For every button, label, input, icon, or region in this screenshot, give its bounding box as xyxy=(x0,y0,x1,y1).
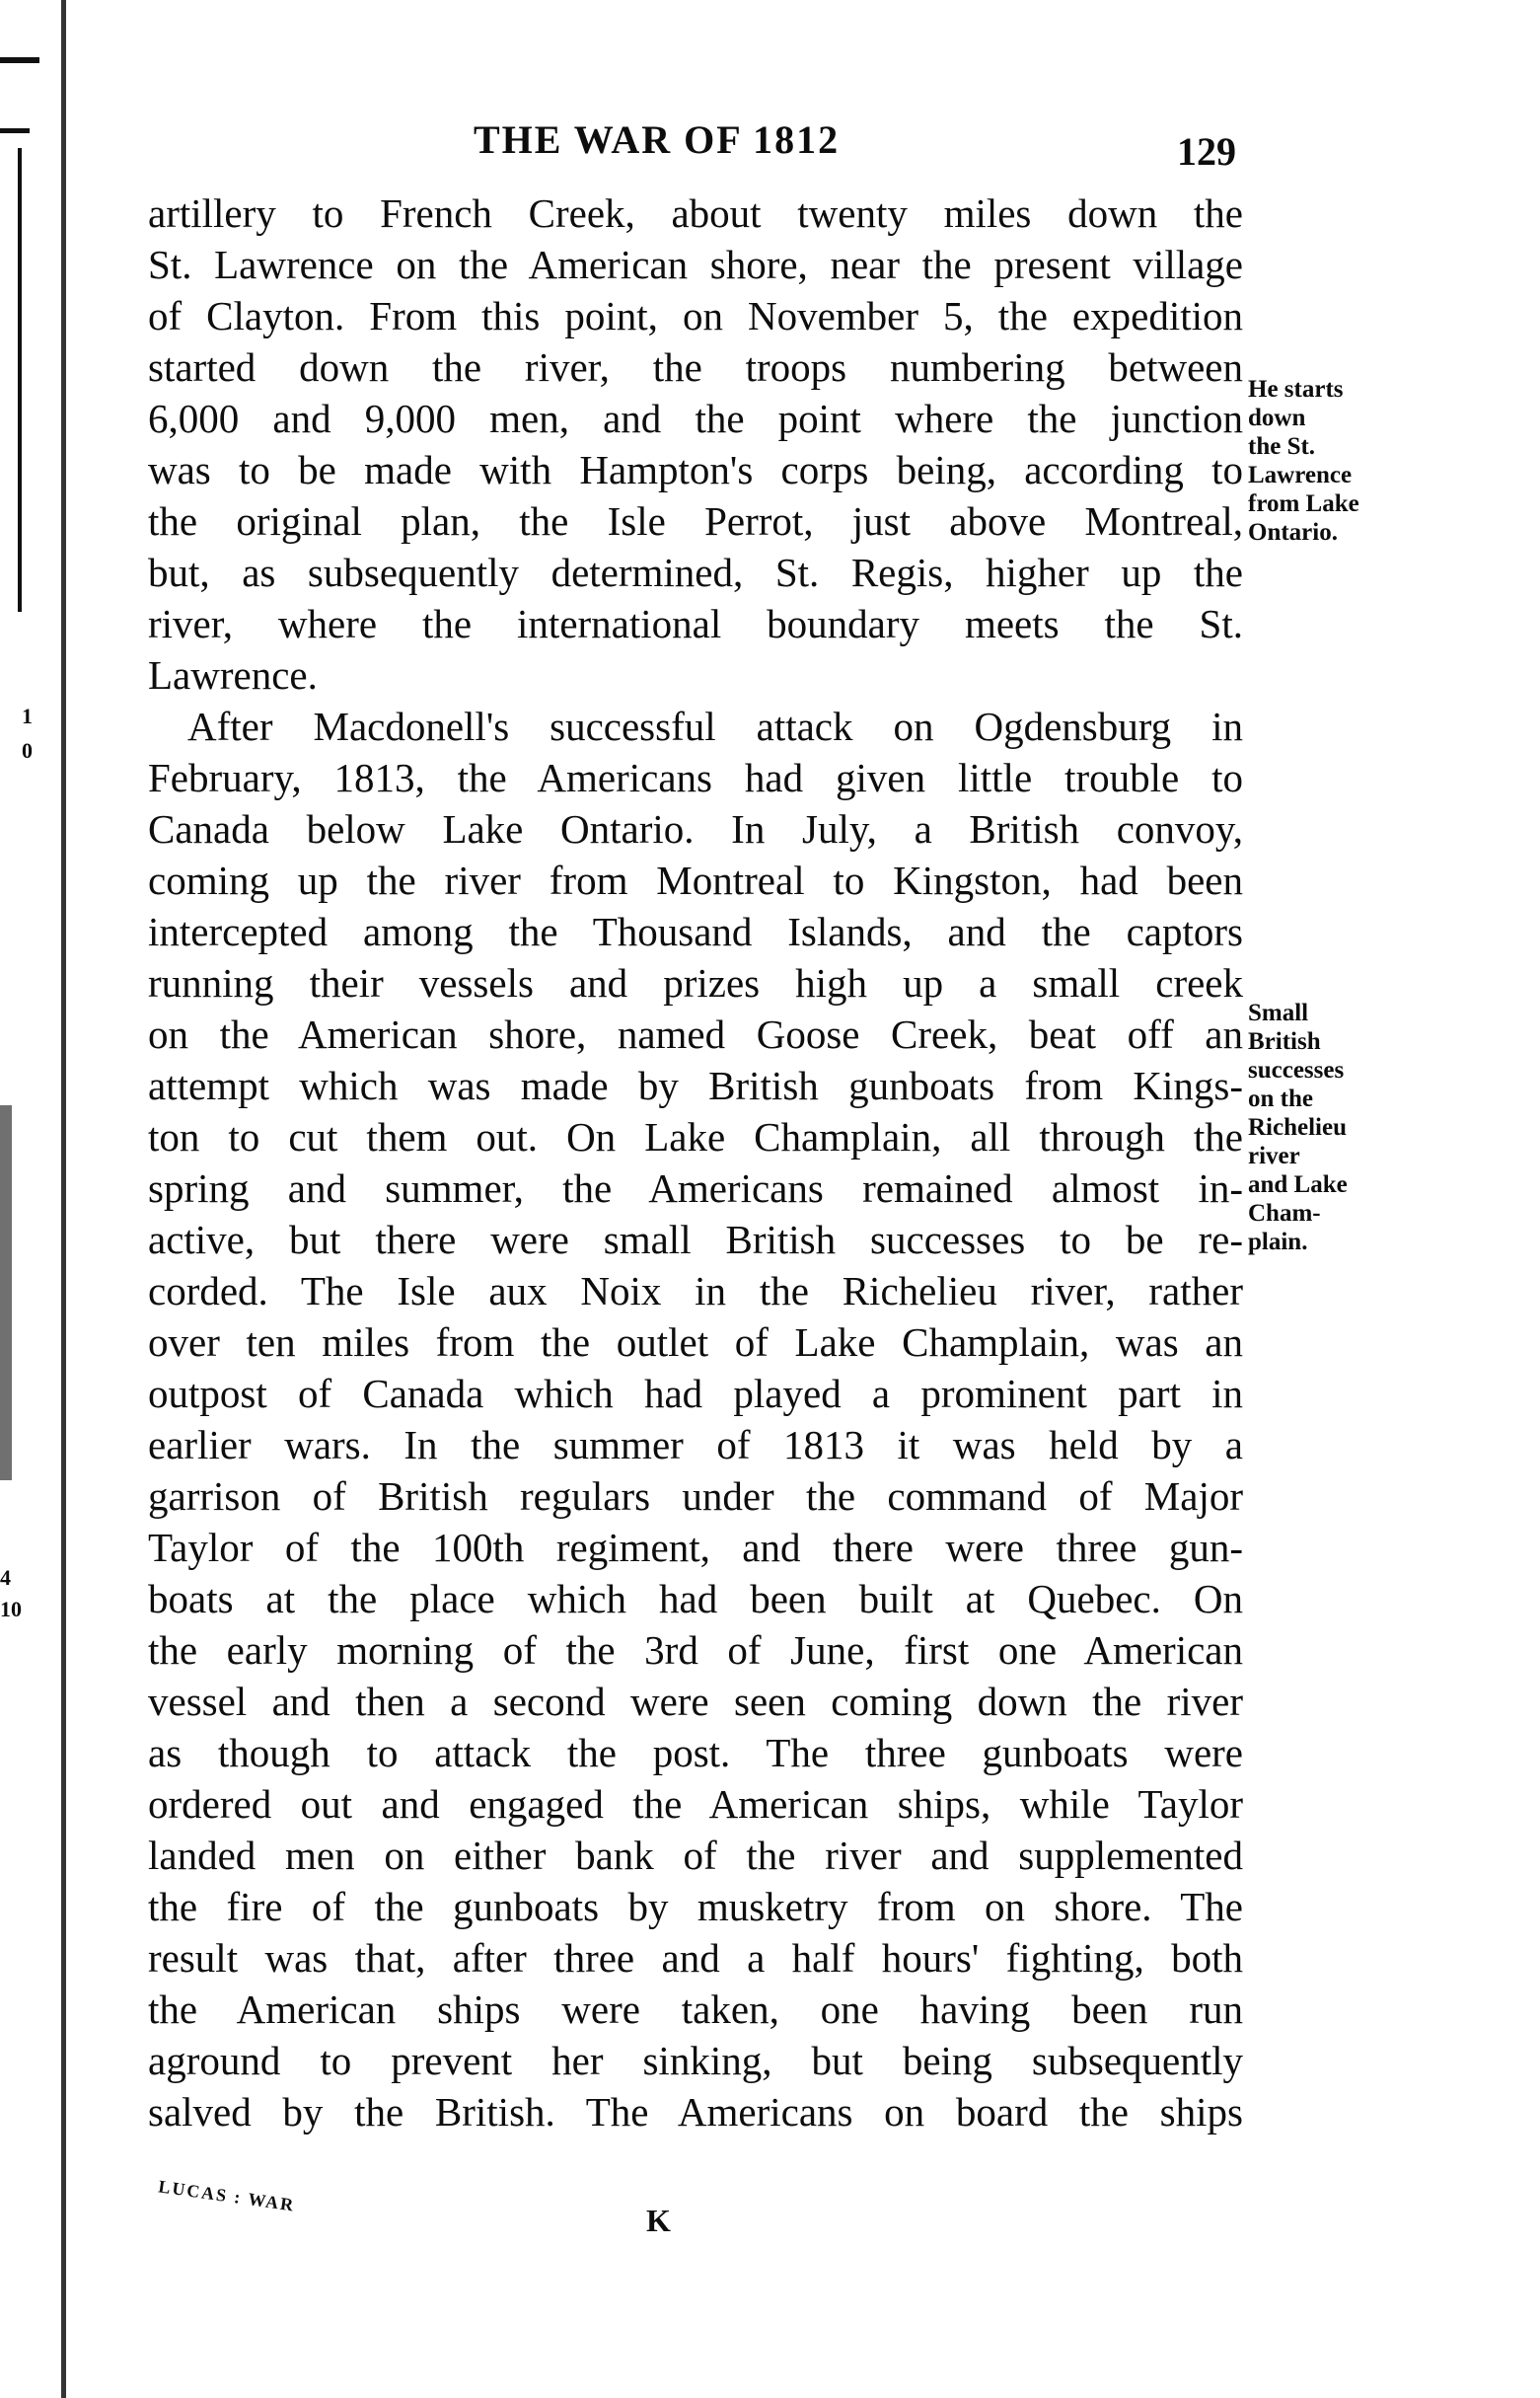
text-line: outpost of Canada which had played a prominent part in xyxy=(148,1371,1243,1416)
side-note-line: He starts xyxy=(1248,376,1344,403)
text-line: 6,000 and 9,000 men, and the point where the junction xyxy=(148,396,1243,441)
text-line: the fire of the gunboats by musketry from on shore. The xyxy=(148,1884,1243,1929)
text-line: ordered out and engaged the American ships, while Taylor xyxy=(148,1781,1243,1827)
side-note-line: on the xyxy=(1248,1086,1313,1112)
text-line: St. Lawrence on the American shore, near the present village xyxy=(148,242,1243,287)
side-note-line: Richelieu xyxy=(1248,1114,1347,1141)
side-note-line: the St. xyxy=(1248,433,1316,460)
text-line: garrison of British regulars under the command of Major xyxy=(148,1473,1243,1519)
edge-mark: 10 xyxy=(0,1597,22,1621)
side-note-line: British xyxy=(1248,1028,1321,1055)
edge-mark: 0 xyxy=(22,738,33,763)
side-note-line: Cham- xyxy=(1248,1200,1321,1227)
side-note-line: from Lake xyxy=(1248,490,1359,517)
side-note-british-successes xyxy=(1248,999,1396,1256)
text-line: coming up the river from Montreal to Kingston, had been xyxy=(148,858,1243,903)
text-line: the early morning of the 3rd of June, first one American xyxy=(148,1627,1243,1673)
text-line: ton to cut them out. On Lake Champlain, all through the xyxy=(148,1114,1243,1160)
text-line: river, where the international boundary meets the St. xyxy=(148,601,1243,646)
side-note-line: Small xyxy=(1248,1000,1309,1026)
text-line: but, as subsequently determined, St. Regis, higher up the xyxy=(148,550,1243,595)
text-line: started down the river, the troops numbering between xyxy=(148,344,1243,390)
text-line: aground to prevent her sinking, but being subsequently xyxy=(148,2038,1243,2083)
text-line: corded. The Isle aux Noix in the Richelieu river, rather xyxy=(148,1268,1243,1313)
text-line: February, 1813, the Americans had given little trouble to xyxy=(148,755,1243,800)
body-text xyxy=(148,187,1243,2137)
side-note-line: and Lake xyxy=(1248,1171,1348,1198)
text-line: Canada below Lake Ontario. In July, a British convoy, xyxy=(148,806,1243,852)
text-line: earlier wars. In the summer of 1813 it was held by a xyxy=(148,1422,1243,1467)
text-line: Taylor of the 100th regiment, and there were three gun- xyxy=(148,1525,1243,1570)
running-head: THE WAR OF 1812 xyxy=(474,117,841,162)
text-line: active, but there were small British successes to be re- xyxy=(148,1217,1243,1262)
text-line: Lawrence. xyxy=(148,652,318,698)
page-number: 129 xyxy=(1177,129,1236,174)
side-note-expedition xyxy=(1248,375,1396,547)
side-note-line: Lawrence xyxy=(1248,462,1353,488)
scan-edge-line xyxy=(61,0,66,2398)
side-note-line: river xyxy=(1248,1143,1300,1169)
text-line: of Clayton. From this point, on November 5, the expedition xyxy=(148,293,1243,338)
gathering-letter: K xyxy=(646,2203,671,2238)
side-note-line: plain. xyxy=(1248,1229,1308,1255)
text-line: After Macdonell's successful attack on Ogdensburg in xyxy=(187,704,1243,749)
edge-mark: 4 xyxy=(0,1565,11,1590)
text-line: as though to attack the post. The three gunboats were xyxy=(148,1730,1243,1775)
scan-edge-mark xyxy=(0,57,39,63)
text-line: artillery to French Creek, about twenty miles down the xyxy=(148,190,1243,236)
scan-edge-line xyxy=(18,148,22,612)
text-line: on the American shore, named Goose Creek, beat off an xyxy=(148,1012,1243,1057)
text-line: the original plan, the Isle Perrot, just above Montreal, xyxy=(148,498,1243,544)
edge-mark: 1 xyxy=(22,704,33,728)
side-note-line: Ontario. xyxy=(1248,519,1338,546)
text-line: boats at the place which had been built at Quebec. On xyxy=(148,1576,1243,1621)
scan-edge-shadow xyxy=(0,1105,12,1480)
text-line: over ten miles from the outlet of Lake Champlain, was an xyxy=(148,1319,1243,1365)
text-line: spring and summer, the Americans remained almost in- xyxy=(148,1165,1243,1211)
text-line: vessel and then a second were seen coming down the river xyxy=(148,1679,1243,1724)
signature-mark: LUCAS : WAR xyxy=(157,2176,297,2215)
text-line: salved by the British. The Americans on board the ships xyxy=(148,2089,1243,2135)
text-line: running their vessels and prizes high up a small creek xyxy=(148,960,1243,1006)
side-note-line: successes xyxy=(1248,1057,1345,1084)
text-line: result was that, after three and a half hours' fighting, both xyxy=(148,1935,1243,1981)
scan-edge-mark xyxy=(0,128,30,133)
text-line: intercepted among the Thousand Islands, and the captors xyxy=(148,909,1243,954)
text-line: was to be made with Hampton's corps being, according to xyxy=(148,447,1243,492)
text-line: landed men on either bank of the river and supplemented xyxy=(148,1833,1243,1878)
text-line: the American ships were taken, one having been run xyxy=(148,1986,1243,2032)
text-line: attempt which was made by British gunboats from Kings- xyxy=(148,1063,1243,1108)
side-note-line: down xyxy=(1248,405,1306,431)
